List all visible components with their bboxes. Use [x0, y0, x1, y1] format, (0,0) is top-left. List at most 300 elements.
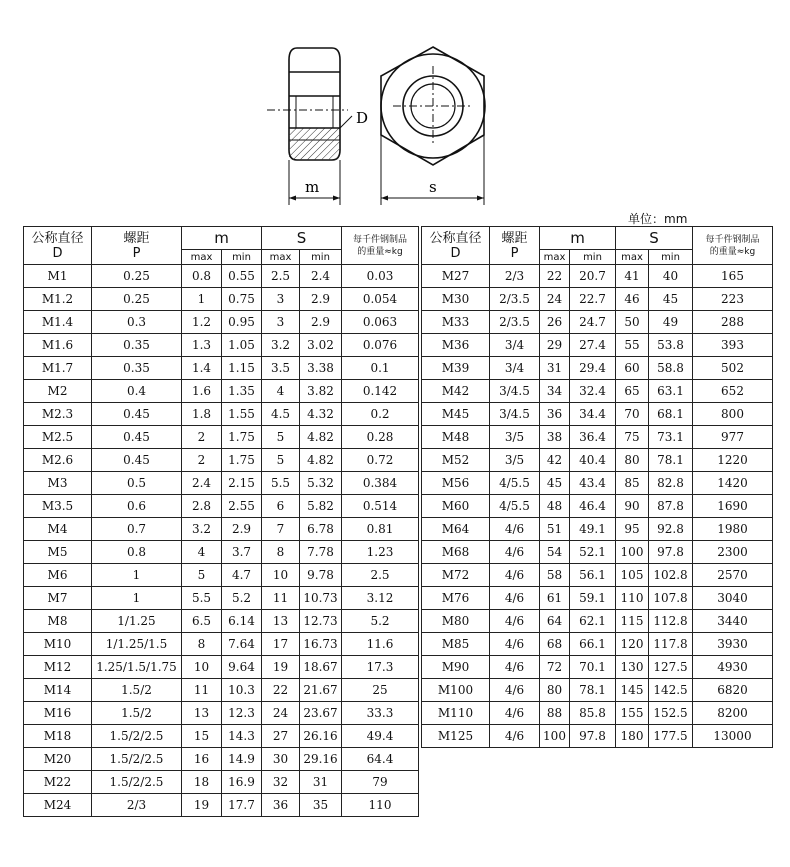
cell-pitch: 4/6	[490, 702, 540, 725]
cell-s-min: 21.67	[300, 679, 342, 702]
table-row	[422, 656, 773, 679]
cell-m-min: 46.4	[570, 495, 616, 518]
cell-weight: 0.054	[342, 288, 419, 311]
cell-size: M2.5	[24, 426, 92, 449]
cell-s-max: 105	[616, 564, 649, 587]
cell-weight: 17.3	[342, 656, 419, 679]
table-row	[422, 380, 773, 403]
spec-table-right-body	[422, 265, 773, 748]
cell-m-min: 1.35	[222, 380, 262, 403]
table-row	[24, 633, 419, 656]
spec-table-left	[23, 226, 419, 817]
cell-s-max: 32	[262, 771, 300, 794]
header-nominal-symbol: D	[450, 245, 461, 261]
cell-s-max: 36	[262, 794, 300, 817]
cell-s-max: 3	[262, 311, 300, 334]
cell-s-max: 5	[262, 426, 300, 449]
cell-weight: 0.2	[342, 403, 419, 426]
unit-label: 单位：mm	[628, 212, 688, 226]
cell-weight: 652	[693, 380, 773, 403]
cell-s-max: 95	[616, 518, 649, 541]
header-pitch-symbol: P	[132, 245, 141, 261]
cell-weight: 0.03	[342, 265, 419, 288]
cell-size: M1.7	[24, 357, 92, 380]
cell-weight: 0.514	[342, 495, 419, 518]
cell-s-min: 26.16	[300, 725, 342, 748]
cell-s-min: 152.5	[649, 702, 693, 725]
cell-size: M14	[24, 679, 92, 702]
cell-s-max: 30	[262, 748, 300, 771]
cell-m-max: 45	[540, 472, 570, 495]
cell-s-min: 23.67	[300, 702, 342, 725]
cell-m-max: 18	[182, 771, 222, 794]
cell-pitch: 0.4	[92, 380, 182, 403]
cell-s-min: 2.9	[300, 311, 342, 334]
cell-s-min: 53.8	[649, 334, 693, 357]
cell-size: M24	[24, 794, 92, 817]
cell-m-max: 11	[182, 679, 222, 702]
cell-weight: 79	[342, 771, 419, 794]
cell-pitch: 0.45	[92, 426, 182, 449]
cell-size: M39	[422, 357, 490, 380]
cell-s-min: 9.78	[300, 564, 342, 587]
cell-s-min: 68.1	[649, 403, 693, 426]
table-row	[422, 426, 773, 449]
cell-m-max: 16	[182, 748, 222, 771]
cell-s-max: 65	[616, 380, 649, 403]
cell-pitch: 4/6	[490, 633, 540, 656]
cell-size: M16	[24, 702, 92, 725]
cell-size: M8	[24, 610, 92, 633]
cell-s-min: 5.82	[300, 495, 342, 518]
cell-s-min: 112.8	[649, 610, 693, 633]
cell-weight: 11.6	[342, 633, 419, 656]
cell-m-min: 9.64	[222, 656, 262, 679]
cell-s-max: 11	[262, 587, 300, 610]
header-s-min: min	[649, 250, 693, 265]
table-row	[422, 495, 773, 518]
cell-m-max: 34	[540, 380, 570, 403]
cell-s-max: 24	[262, 702, 300, 725]
table-row	[24, 380, 419, 403]
cell-s-min: 87.8	[649, 495, 693, 518]
cell-m-min: 97.8	[570, 725, 616, 748]
cell-m-min: 0.75	[222, 288, 262, 311]
table-row	[422, 472, 773, 495]
cell-weight: 49.4	[342, 725, 419, 748]
cell-weight: 800	[693, 403, 773, 426]
table-row	[422, 633, 773, 656]
cell-size: M20	[24, 748, 92, 771]
cell-s-max: 55	[616, 334, 649, 357]
cell-s-min: 2.9	[300, 288, 342, 311]
cell-size: M18	[24, 725, 92, 748]
cell-m-max: 38	[540, 426, 570, 449]
cell-m-max: 29	[540, 334, 570, 357]
cell-m-max: 24	[540, 288, 570, 311]
cell-m-max: 1.6	[182, 380, 222, 403]
cell-s-max: 17	[262, 633, 300, 656]
cell-m-min: 14.9	[222, 748, 262, 771]
cell-m-min: 59.1	[570, 587, 616, 610]
cell-pitch: 4/6	[490, 564, 540, 587]
cell-weight: 1420	[693, 472, 773, 495]
cell-s-min: 4.32	[300, 403, 342, 426]
cell-size: M1.2	[24, 288, 92, 311]
cell-size: M22	[24, 771, 92, 794]
cell-size: M3	[24, 472, 92, 495]
header-pitch-label: 螺距	[501, 230, 528, 246]
cell-pitch: 2/3	[490, 265, 540, 288]
cell-weight: 165	[693, 265, 773, 288]
cell-pitch: 1/1.25/1.5	[92, 633, 182, 656]
cell-s-max: 7	[262, 518, 300, 541]
cell-weight: 1690	[693, 495, 773, 518]
cell-m-min: 78.1	[570, 679, 616, 702]
cell-s-min: 10.73	[300, 587, 342, 610]
cell-s-min: 73.1	[649, 426, 693, 449]
cell-pitch: 0.45	[92, 403, 182, 426]
cell-s-min: 78.1	[649, 449, 693, 472]
cell-pitch: 1.5/2	[92, 702, 182, 725]
cell-s-min: 12.73	[300, 610, 342, 633]
cell-m-min: 1.15	[222, 357, 262, 380]
cell-s-max: 110	[616, 587, 649, 610]
cell-pitch: 3/4	[490, 357, 540, 380]
cell-s-max: 41	[616, 265, 649, 288]
cell-s-min: 102.8	[649, 564, 693, 587]
cell-m-min: 66.1	[570, 633, 616, 656]
cell-pitch: 1.5/2/2.5	[92, 725, 182, 748]
header-s: S	[616, 227, 693, 250]
table-row	[422, 541, 773, 564]
cell-s-max: 10	[262, 564, 300, 587]
cell-m-max: 1.8	[182, 403, 222, 426]
cell-size: M48	[422, 426, 490, 449]
cell-m-min: 12.3	[222, 702, 262, 725]
cell-m-min: 17.7	[222, 794, 262, 817]
label-d: D	[356, 109, 369, 127]
cell-pitch: 4/6	[490, 610, 540, 633]
table-row	[24, 794, 419, 817]
cell-s-min: 92.8	[649, 518, 693, 541]
cell-pitch: 0.7	[92, 518, 182, 541]
cell-size: M60	[422, 495, 490, 518]
cell-size: M45	[422, 403, 490, 426]
cell-s-min: 2.4	[300, 265, 342, 288]
table-row	[422, 518, 773, 541]
cell-m-min: 24.7	[570, 311, 616, 334]
cell-s-min: 107.8	[649, 587, 693, 610]
cell-m-max: 80	[540, 679, 570, 702]
cell-m-max: 48	[540, 495, 570, 518]
header-nominal	[24, 227, 92, 265]
cell-s-min: 97.8	[649, 541, 693, 564]
table-row	[24, 564, 419, 587]
cell-size: M27	[422, 265, 490, 288]
cell-weight: 3040	[693, 587, 773, 610]
cell-pitch: 1	[92, 564, 182, 587]
cell-m-max: 3.2	[182, 518, 222, 541]
cell-size: M100	[422, 679, 490, 702]
label-s: s	[429, 178, 437, 196]
header-weight	[693, 227, 773, 265]
cell-m-max: 2.4	[182, 472, 222, 495]
cell-s-min: 142.5	[649, 679, 693, 702]
cell-weight: 25	[342, 679, 419, 702]
cell-s-max: 145	[616, 679, 649, 702]
cell-weight: 223	[693, 288, 773, 311]
table-row	[422, 334, 773, 357]
cell-m-max: 0.8	[182, 265, 222, 288]
cell-weight: 3440	[693, 610, 773, 633]
cell-s-min: 3.38	[300, 357, 342, 380]
cell-pitch: 1	[92, 587, 182, 610]
header-nominal-symbol: D	[52, 245, 63, 261]
cell-s-max: 13	[262, 610, 300, 633]
header-s-min: min	[300, 250, 342, 265]
table-row	[24, 748, 419, 771]
header-s-max: max	[616, 250, 649, 265]
header-m: m	[182, 227, 262, 250]
table-row	[24, 679, 419, 702]
cell-m-max: 2.8	[182, 495, 222, 518]
cell-m-min: 2.55	[222, 495, 262, 518]
cell-s-max: 70	[616, 403, 649, 426]
cell-s-max: 27	[262, 725, 300, 748]
header-pitch	[92, 227, 182, 265]
cell-s-max: 120	[616, 633, 649, 656]
cell-pitch: 4/6	[490, 656, 540, 679]
cell-weight: 393	[693, 334, 773, 357]
cell-pitch: 0.35	[92, 357, 182, 380]
table-row	[24, 426, 419, 449]
cell-m-min: 5.2	[222, 587, 262, 610]
cell-m-min: 29.4	[570, 357, 616, 380]
cell-s-max: 130	[616, 656, 649, 679]
cell-m-max: 31	[540, 357, 570, 380]
table-row	[422, 725, 773, 748]
header-s: S	[262, 227, 342, 250]
cell-size: M125	[422, 725, 490, 748]
cell-pitch: 3/5	[490, 426, 540, 449]
cell-weight: 4930	[693, 656, 773, 679]
cell-m-min: 10.3	[222, 679, 262, 702]
cell-size: M1	[24, 265, 92, 288]
cell-m-min: 16.9	[222, 771, 262, 794]
cell-size: M3.5	[24, 495, 92, 518]
cell-m-max: 58	[540, 564, 570, 587]
cell-m-max: 26	[540, 311, 570, 334]
cell-m-min: 0.95	[222, 311, 262, 334]
header-m: m	[540, 227, 616, 250]
cell-s-min: 7.78	[300, 541, 342, 564]
cell-size: M5	[24, 541, 92, 564]
cell-size: M1.4	[24, 311, 92, 334]
cell-s-max: 90	[616, 495, 649, 518]
cell-m-max: 88	[540, 702, 570, 725]
cell-size: M2	[24, 380, 92, 403]
table-row	[422, 403, 773, 426]
cell-m-min: 1.05	[222, 334, 262, 357]
cell-size: M110	[422, 702, 490, 725]
cell-s-min: 58.8	[649, 357, 693, 380]
cell-size: M7	[24, 587, 92, 610]
table-row	[422, 702, 773, 725]
cell-s-min: 49	[649, 311, 693, 334]
cell-s-max: 2.5	[262, 265, 300, 288]
table-row	[422, 449, 773, 472]
table-row	[24, 311, 419, 334]
cell-pitch: 2/3.5	[490, 311, 540, 334]
cell-weight: 3.12	[342, 587, 419, 610]
cell-s-max: 46	[616, 288, 649, 311]
cell-weight: 2300	[693, 541, 773, 564]
table-row	[422, 265, 773, 288]
cell-size: M10	[24, 633, 92, 656]
cell-size: M64	[422, 518, 490, 541]
cell-weight: 0.384	[342, 472, 419, 495]
cell-m-max: 54	[540, 541, 570, 564]
cell-m-max: 6.5	[182, 610, 222, 633]
cell-s-max: 60	[616, 357, 649, 380]
table-row	[24, 449, 419, 472]
cell-s-max: 180	[616, 725, 649, 748]
table-row	[24, 472, 419, 495]
cell-s-min: 177.5	[649, 725, 693, 748]
header-weight-line2: 的重量≈kg	[357, 246, 403, 257]
table-row	[24, 771, 419, 794]
cell-s-max: 75	[616, 426, 649, 449]
table-row	[24, 334, 419, 357]
cell-weight: 8200	[693, 702, 773, 725]
cell-pitch: 0.3	[92, 311, 182, 334]
cell-m-min: 2.9	[222, 518, 262, 541]
cell-s-min: 6.78	[300, 518, 342, 541]
cell-m-min: 56.1	[570, 564, 616, 587]
cell-m-min: 1.75	[222, 449, 262, 472]
table-row	[422, 564, 773, 587]
cell-size: M42	[422, 380, 490, 403]
cell-size: M76	[422, 587, 490, 610]
cell-s-max: 155	[616, 702, 649, 725]
header-pitch-label: 螺距	[123, 230, 150, 246]
cell-s-max: 50	[616, 311, 649, 334]
cell-m-min: 14.3	[222, 725, 262, 748]
cell-size: M2.6	[24, 449, 92, 472]
cell-s-min: 3.02	[300, 334, 342, 357]
cell-m-min: 85.8	[570, 702, 616, 725]
cell-m-max: 13	[182, 702, 222, 725]
cell-weight: 288	[693, 311, 773, 334]
cell-pitch: 3/5	[490, 449, 540, 472]
header-weight-line2: 的重量≈kg	[709, 246, 756, 257]
cell-pitch: 3/4.5	[490, 403, 540, 426]
cell-s-max: 3	[262, 288, 300, 311]
cell-size: M80	[422, 610, 490, 633]
cell-weight: 0.72	[342, 449, 419, 472]
table-row	[24, 495, 419, 518]
header-m-max: max	[182, 250, 222, 265]
cell-m-max: 1.3	[182, 334, 222, 357]
table-row	[422, 288, 773, 311]
cell-s-max: 115	[616, 610, 649, 633]
cell-s-max: 3.5	[262, 357, 300, 380]
cell-m-max: 36	[540, 403, 570, 426]
cell-pitch: 4/6	[490, 725, 540, 748]
cell-s-max: 22	[262, 679, 300, 702]
cell-weight: 64.4	[342, 748, 419, 771]
table-row	[24, 610, 419, 633]
cell-m-max: 72	[540, 656, 570, 679]
cell-m-min: 40.4	[570, 449, 616, 472]
header-pitch-symbol: P	[510, 245, 519, 261]
cell-weight: 33.3	[342, 702, 419, 725]
header-m-min: min	[570, 250, 616, 265]
cell-s-min: 40	[649, 265, 693, 288]
table-row	[422, 679, 773, 702]
cell-size: M4	[24, 518, 92, 541]
cell-size: M68	[422, 541, 490, 564]
cell-size: M56	[422, 472, 490, 495]
cell-size: M33	[422, 311, 490, 334]
cell-m-min: 1.75	[222, 426, 262, 449]
cell-s-min: 18.67	[300, 656, 342, 679]
cell-s-max: 3.2	[262, 334, 300, 357]
header-nominal-label: 公称直径	[429, 230, 482, 246]
cell-weight: 1980	[693, 518, 773, 541]
cell-s-min: 29.16	[300, 748, 342, 771]
cell-s-min: 35	[300, 794, 342, 817]
cell-m-max: 10	[182, 656, 222, 679]
cell-s-max: 4.5	[262, 403, 300, 426]
cell-pitch: 0.25	[92, 265, 182, 288]
cell-m-min: 70.1	[570, 656, 616, 679]
cell-pitch: 1.5/2	[92, 679, 182, 702]
cell-size: M12	[24, 656, 92, 679]
cell-weight: 5.2	[342, 610, 419, 633]
header-s-max: max	[262, 250, 300, 265]
cell-m-min: 32.4	[570, 380, 616, 403]
hex-nut-drawing	[0, 0, 790, 215]
cell-weight: 0.076	[342, 334, 419, 357]
cell-m-min: 49.1	[570, 518, 616, 541]
cell-m-max: 100	[540, 725, 570, 748]
cell-size: M36	[422, 334, 490, 357]
cell-size: M52	[422, 449, 490, 472]
cell-pitch: 1.5/2/2.5	[92, 748, 182, 771]
cell-m-max: 5.5	[182, 587, 222, 610]
header-m-max: max	[540, 250, 570, 265]
cell-pitch: 4/6	[490, 518, 540, 541]
cell-pitch: 3/4	[490, 334, 540, 357]
cell-m-max: 19	[182, 794, 222, 817]
table-row	[24, 518, 419, 541]
cell-pitch: 1.5/2/2.5	[92, 771, 182, 794]
header-weight-line1: 每千件钢制品	[705, 234, 760, 245]
cell-m-min: 3.7	[222, 541, 262, 564]
table-row	[24, 725, 419, 748]
cell-weight: 13000	[693, 725, 773, 748]
cell-s-min: 127.5	[649, 656, 693, 679]
cell-weight: 977	[693, 426, 773, 449]
table-row	[422, 311, 773, 334]
table-row	[24, 357, 419, 380]
cell-weight: 110	[342, 794, 419, 817]
cell-size: M1.6	[24, 334, 92, 357]
cell-size: M72	[422, 564, 490, 587]
header-nominal-label: 公称直径	[31, 230, 84, 246]
